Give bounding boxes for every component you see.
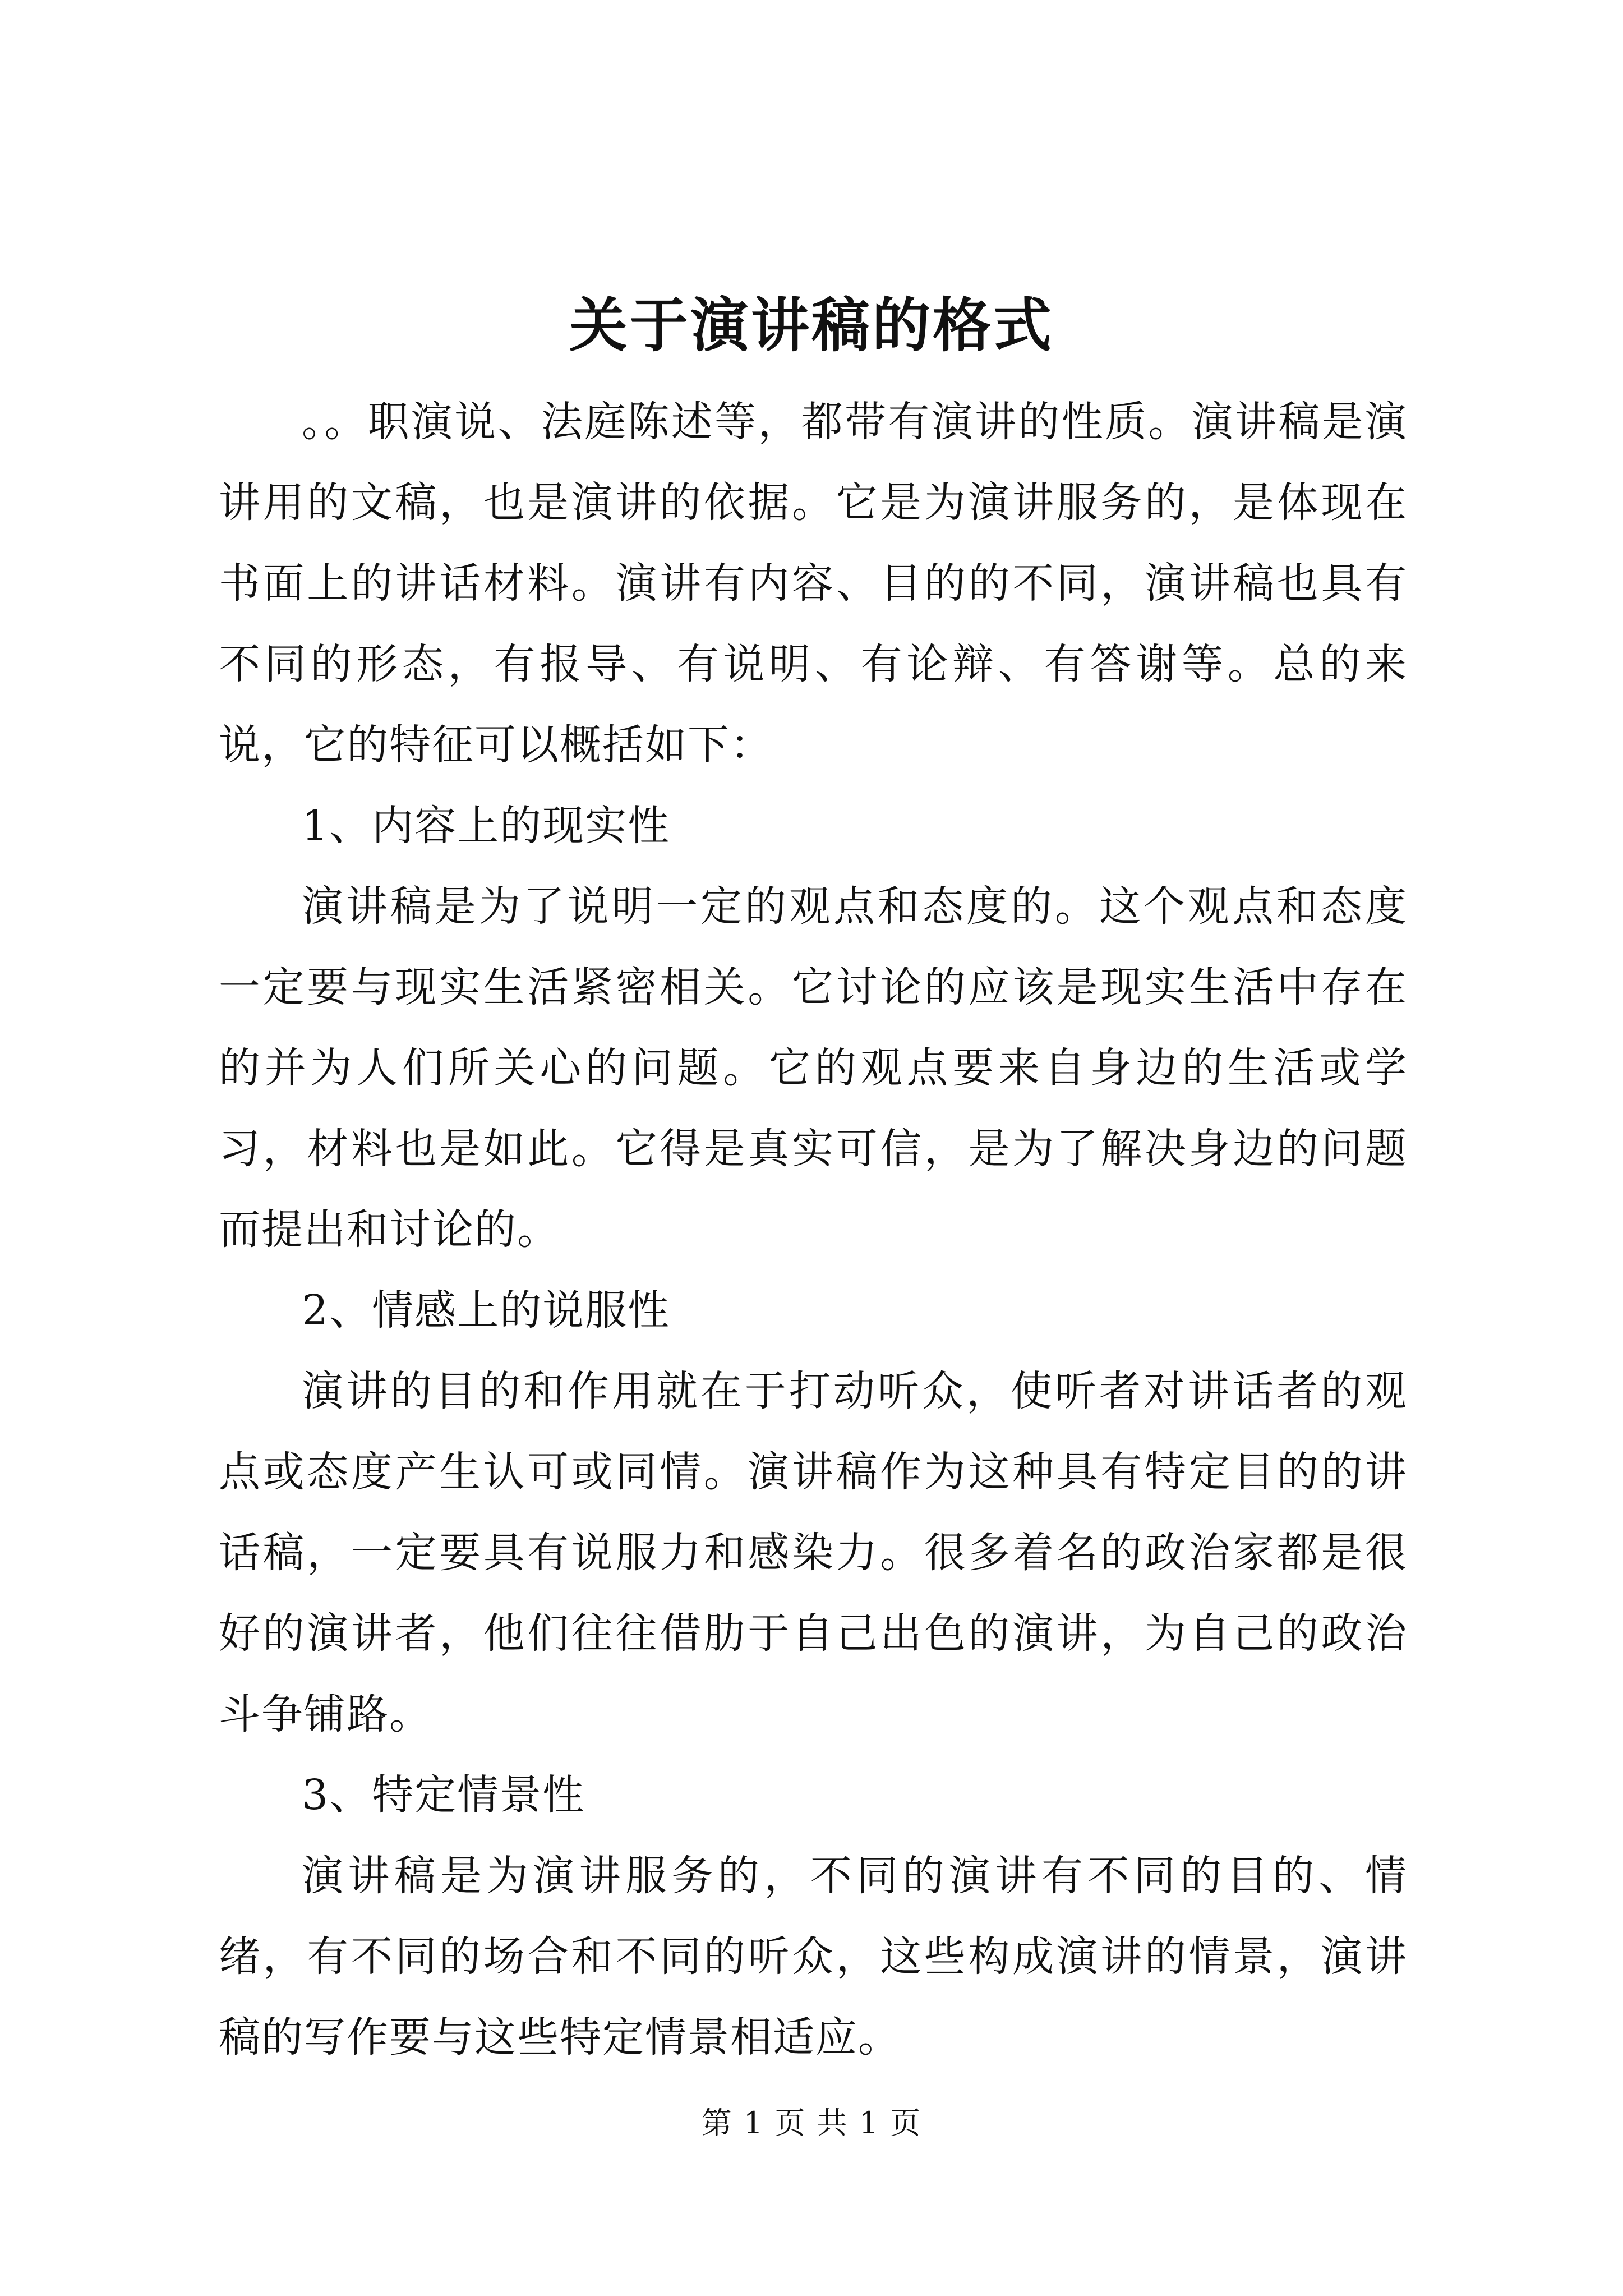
page-number-footer: 第 1 页 共 1 页 bbox=[701, 2105, 922, 2141]
document-title: 关于演讲稿的格式 bbox=[569, 291, 1054, 360]
section-heading-2: 2、情感上的说服性 bbox=[302, 1286, 671, 1335]
section-heading-3: 3、特定情景性 bbox=[302, 1771, 585, 1819]
section-paragraph-2: 演讲的目的和作用就在于打动听众，使听者对讲话者的观点或态度产生认可或同情。演讲稿作为这种具有特定目的的讲话稿，一定要具有说服力和感染力。很多着名的政治家都是很好的演讲者，他们往往借肋于自己出色的演讲，为自己的政治斗争铺路。 bbox=[219, 1367, 1408, 1738]
section-paragraph-3: 演讲稿是为演讲服务的，不同的演讲有不同的目的、情绪，有不同的场合和不同的听众，这些构成演讲的情景，演讲稿的写作要与这些特定情景相适应。 bbox=[219, 1852, 1408, 2062]
intro-paragraph: 。。职演说、法庭陈述等，都带有演讲的性质。演讲稿是演讲用的文稿，也是演讲的依据。它是为演讲服务的，是体现在书面上的讲话材料。演讲有内容、目的的不同，演讲稿也具有不同的形态，有报导、有说明、有论辩、有答谢等。总的来说，它的特征可以概括如下： bbox=[219, 398, 1408, 769]
document-body bbox=[219, 381, 1408, 2078]
section-heading-1: 1、内容上的现实性 bbox=[302, 802, 671, 850]
section-paragraph-1: 演讲稿是为了说明一定的观点和态度的。这个观点和态度一定要与现实生活紧密相关。它讨论的应该是现实生活中存在的并为人们所关心的问题。它的观点要来自身边的生活或学习，材料也是如此。它得是真实可信，是为了解决身边的问题而提出和讨论的。 bbox=[219, 882, 1408, 1254]
